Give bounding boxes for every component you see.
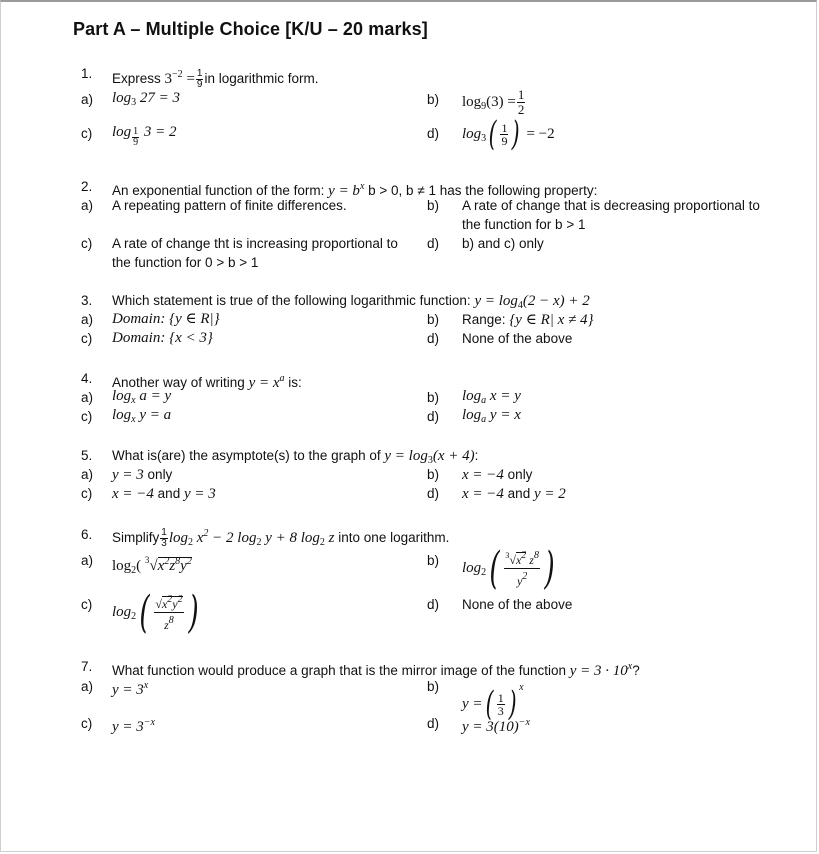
q2-option-d: b) and c) only — [462, 236, 544, 251]
q2-option-c: A rate of change tht is increasing proportional to the function for 0 > b > 1 — [112, 236, 398, 270]
q6-c-label: c) — [81, 597, 93, 612]
q7-a-label: a) — [81, 679, 94, 694]
q6-a-label: a) — [81, 553, 94, 568]
q5-b-label: b) — [427, 467, 440, 482]
q6-d-label: d) — [427, 597, 440, 612]
q7-option-c: $y = 3^{-x}$ — [112, 717, 155, 735]
q5-option-b: x = −4 only — [462, 467, 533, 483]
q7-option-b: y =( $\frac{1}{3}$ ) $^x$ — [462, 682, 524, 725]
q6-stem: Simplify $\frac{1}{3}$ $\log_2 x^2 - 2$ $\log_2 y + 8$ $\log_2 z$ into one logarithm. — [112, 526, 450, 549]
q2-b-label: b) — [427, 198, 440, 213]
q5-option-c: x = −4 and y = 3 — [112, 486, 216, 502]
q2-option-a: A repeating pattern of finite differences. — [112, 198, 347, 213]
q5-c-label: c) — [81, 486, 93, 501]
q3-a-label: a) — [81, 312, 94, 327]
q7-option-a: $y = 3^x$ — [112, 680, 149, 698]
q3-c-label: c) — [81, 331, 93, 346]
q1-option-d: $\log_3$( $\frac{1}{9}$ ) = −2 — [462, 114, 555, 154]
q4-b-label: b) — [427, 390, 440, 405]
q3-option-c: Domain: {x < 3} — [112, 330, 213, 346]
q6-number: 6. — [81, 527, 93, 542]
q1-d-label: d) — [427, 126, 440, 141]
q3-option-a: Domain: {y ∈ R|} — [112, 311, 220, 327]
page-title: Part A – Multiple Choice [K/U – 20 marks] — [73, 19, 428, 39]
q6-option-a: $\log_2$( $^3√x^2z^8y^2$ — [112, 555, 192, 576]
q7-d-label: d) — [427, 716, 440, 731]
q1-option-b: $\log_9(3)$ = $\frac{1}{2}$ — [462, 87, 525, 117]
q3-b-label: b) — [427, 312, 440, 327]
q4-option-a: $\log_x a = y$ — [112, 388, 172, 406]
q4-option-c: $\log_x y = a$ — [112, 407, 172, 425]
q1-option-a: $\log_3 27 = 3$ — [112, 90, 181, 108]
q5-stem: What is(are) the asymptote(s) to the graph of $y = \log_3(x + 4)$: — [112, 448, 479, 466]
q7-option-d: $y = 3(10)^{-x}$ — [462, 717, 530, 735]
q5-d-label: d) — [427, 486, 440, 501]
q3-option-d: None of the above — [462, 331, 573, 346]
q2-option-b: A rate of change that is decreasing proportional to the function for b > 1 — [462, 198, 760, 232]
q5-number: 5. — [81, 448, 93, 463]
q7-number: 7. — [81, 659, 93, 674]
q1-a-label: a) — [81, 92, 94, 107]
q7-c-label: c) — [81, 716, 93, 731]
q4-number: 4. — [81, 371, 93, 386]
q5-a-label: a) — [81, 467, 94, 482]
q1-c-label: c) — [81, 126, 93, 141]
q6-b-label: b) — [427, 553, 440, 568]
q2-stem: An exponential function of the form: $y = b^x$ b > 0, b ≠ 1 has the following property: — [112, 181, 598, 199]
q6-option-d: None of the above — [462, 597, 573, 612]
q2-c-label: c) — [81, 236, 93, 251]
q2-d-label: d) — [427, 236, 440, 251]
q3-stem: Which statement is true of the following logarithmic function: $y = \log_4(2 - x) + 2$ — [112, 293, 590, 311]
q4-option-b: $\log_a x = y$ — [462, 388, 521, 406]
q6-option-c: $\log_2$( $\frac{√x^2y^2}{z^8}$ ) — [112, 587, 199, 638]
q1-number: 1. — [81, 66, 93, 81]
q4-option-d: $\log_a y = x$ — [462, 407, 521, 425]
q4-a-label: a) — [81, 390, 94, 405]
q1-stem: Express $3^{-2}$ = $\frac{1}{9}$ in logarithmic form. — [112, 67, 319, 90]
q3-option-b: Range: {y ∈ R| x ≠ 4} — [462, 312, 594, 328]
q5-option-a: y = 3 only — [112, 467, 173, 483]
q7-stem: What function would produce a graph that is the mirror image of the function $y = 3 \cdot 10^x$? — [112, 661, 640, 679]
q2-number: 2. — [81, 179, 93, 194]
q2-a-label: a) — [81, 198, 94, 213]
q1-option-c: log $\frac{1}{9}$ 3 = 2 — [112, 124, 177, 148]
q6-option-b: $\log_2$( $\frac{^3√x^2 z^8}{y^2}$ ) — [462, 543, 555, 594]
q7-b-label: b) — [427, 679, 440, 694]
q4-c-label: c) — [81, 409, 93, 424]
q4-stem: Another way of writing $y = x^a$ is: — [112, 373, 302, 391]
q3-d-label: d) — [427, 331, 440, 346]
q5-option-d: x = −4 and y = 2 — [462, 486, 566, 502]
q4-d-label: d) — [427, 409, 440, 424]
q1-b-label: b) — [427, 92, 440, 107]
q3-number: 3. — [81, 293, 93, 308]
